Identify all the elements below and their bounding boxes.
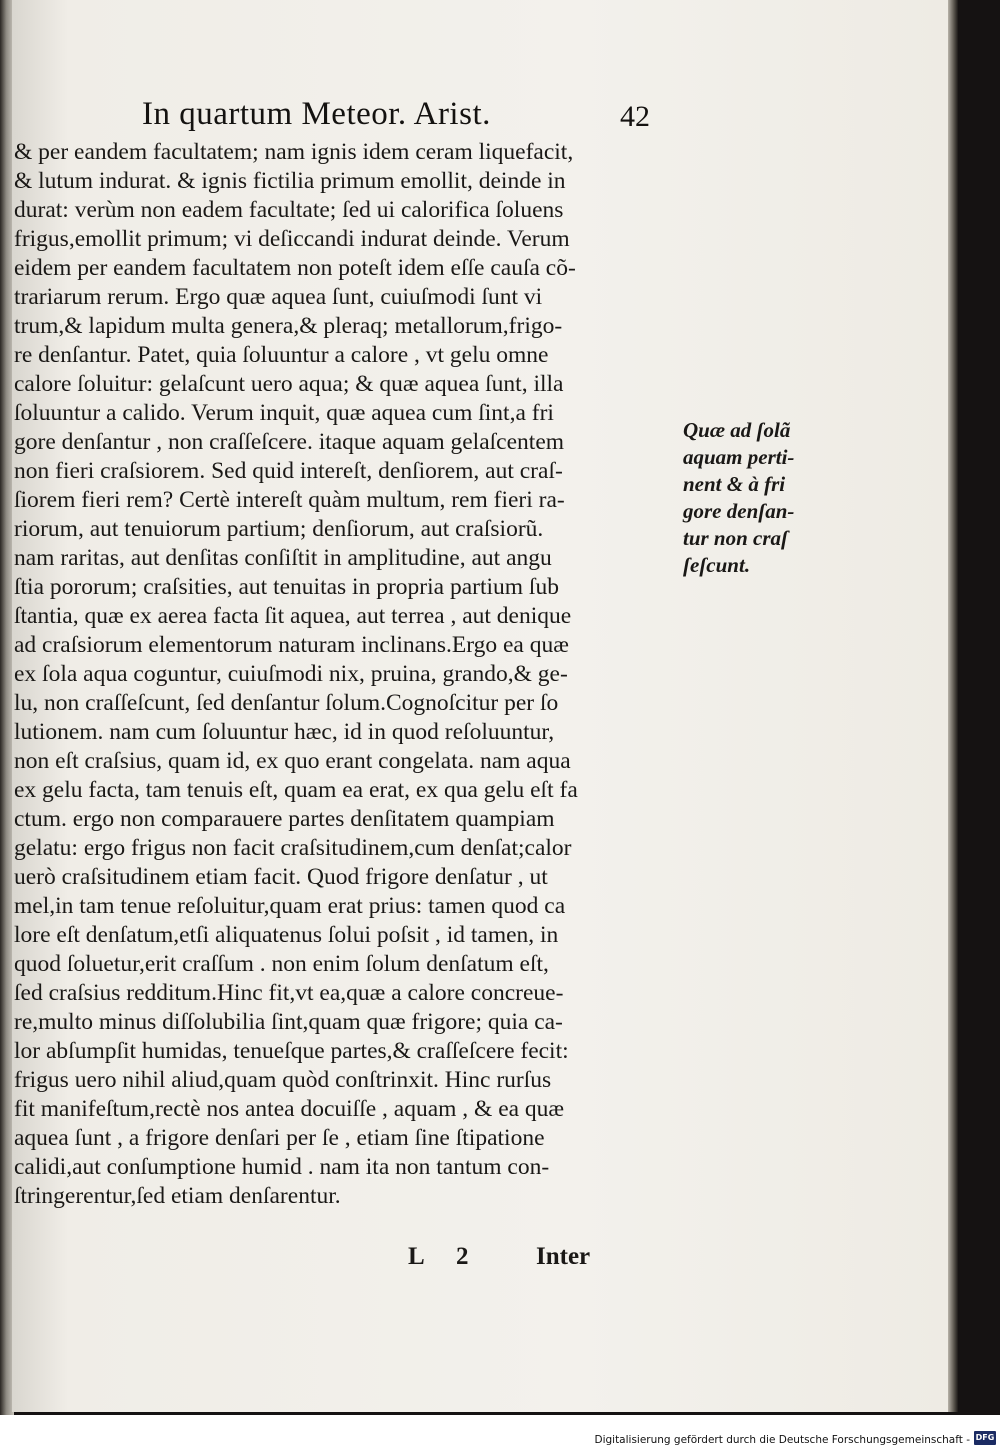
text-line: gore denſantur , non craſſeſcere. itaque aquam gelaſcentem <box>14 429 565 455</box>
text-line: trariarum rerum. Ergo quæ aquea ſunt, cuiuſmodi ſunt vi <box>14 284 543 310</box>
text-line: quod ſoluetur,erit craſſum . non enim ſolum denſatum eſt, <box>14 951 549 977</box>
text-line: ſoluuntur a calido. Verum inquit, quæ aquea cum ſint,a fri <box>14 400 554 426</box>
text-line: ſed craſsius redditum.Hinc fit,vt ea,quæ a calore concreue- <box>14 980 564 1006</box>
margin-note-line: Quæ ad ſolã <box>683 418 791 442</box>
text-line: lutionem. nam cum ſoluuntur hæc, id in quod reſoluuntur, <box>14 719 555 745</box>
text-line: calore ſoluitur: gelaſcunt uero aqua; & quæ aquea ſunt, illa <box>14 371 564 397</box>
running-head: In quartum Meteor. Arist. <box>142 96 491 132</box>
margin-note-line: aquam perti- <box>683 445 795 469</box>
text-line: ex gelu facta, tam tenuis eſt, quam ea erat, ex qua gelu eſt fa <box>14 777 578 803</box>
catchword: Inter <box>536 1243 591 1270</box>
body-text <box>14 138 680 1211</box>
margin-note-line: nent & à fri <box>683 472 786 496</box>
funding-note: Digitalisierung gefördert durch die Deutsche Forschungsgemeinschaft - <box>594 1434 970 1446</box>
page-number: 42 <box>620 100 650 133</box>
text-line: gelatu: ergo frigus non facit craſsitudinem,cum denſat;calor <box>14 835 572 861</box>
text-line: ex ſola aqua coguntur, cuiuſmodi nix, pruina, grando,& ge- <box>14 661 568 687</box>
dfg-logo: DFG <box>974 1431 996 1445</box>
text-line: lore eſt denſatum,etſi aliquatenus ſolui poſsit , id tamen, in <box>14 922 559 948</box>
text-line: ſtringerentur,ſed etiam denſarentur. <box>14 1183 341 1209</box>
text-line: mel,in tam tenue reſoluitur,quam erat prius: tamen quod ca <box>14 893 566 919</box>
text-line: lu, non craſſeſcunt, ſed denſantur ſolum.Cognoſcitur per ſo <box>14 690 559 716</box>
text-line: re,multo minus diſſolubilia ſint,quam quæ frigore; quia ca- <box>14 1009 563 1035</box>
text-line: & per eandem facultatem; nam ignis idem ceram liquefacit, <box>14 139 574 165</box>
margin-note-line: tur non craſ <box>683 526 789 550</box>
text-line: ſtantia, quæ ex aerea facta ſit aquea, aut terrea , aut denique <box>14 603 572 629</box>
text-line: lor abſumpſit humidas, tenueſque partes,& craſſeſcere fecit: <box>14 1038 569 1064</box>
text-line: aquea ſunt , a frigore denſari per ſe , etiam ſine ſtipatione <box>14 1125 545 1151</box>
text-line: trum,& lapidum multa genera,& pleraq; metallorum,frigo- <box>14 313 563 339</box>
text-line: durat: verùm non eadem facultate; ſed ui calorifica ſoluens <box>14 197 564 223</box>
text-line: uerò craſsitudinem etiam facit. Quod frigore denſatur , ut <box>14 864 548 890</box>
text-line: ſtia pororum; craſsities, aut tenuitas in propria partium ſub <box>14 574 559 600</box>
signature-number: 2 <box>456 1243 469 1270</box>
text-line: eidem per eandem facultatem non poteſt idem eſſe cauſa cõ- <box>14 255 576 281</box>
margin-note <box>683 417 833 579</box>
text-line: frigus uero nihil aliud,quam quòd conſtrinxit. Hinc rurſus <box>14 1067 552 1093</box>
text-line: ctum. ergo non comparauere partes denſitatem quampiam <box>14 806 555 832</box>
text-line: non eſt craſsius, quam id, ex quo erant congelata. nam aqua <box>14 748 571 774</box>
text-line: frigus,emollit primum; vi deſiccandi indurat deinde. Verum <box>14 226 570 252</box>
text-line: fit manifeſtum,rectè nos antea docuiſſe , aquam , & ea quæ <box>14 1096 565 1122</box>
text-line: non fieri craſsiorem. Sed quid intereſt, denſiorem, aut craſ- <box>14 458 563 484</box>
text-line: riorum, aut tenuiorum partium; denſiorum, aut craſsiorũ. <box>14 516 544 542</box>
margin-note-line: ſeſcunt. <box>683 553 751 577</box>
text-line: calidi,aut conſumptione humid . nam ita non tantum con- <box>14 1154 550 1180</box>
text-line: nam raritas, aut denſitas conſiſtit in amplitudine, aut angu <box>14 545 552 571</box>
text-line: ſiorem fieri rem? Certè intereſt quàm multum, rem fieri ra- <box>14 487 565 513</box>
margin-note-line: gore denſan- <box>683 499 795 523</box>
text-line: re denſantur. Patet, quia ſoluuntur a calore , vt gelu omne <box>14 342 549 368</box>
text-line: ad craſsiorum elementorum naturam inclinans.Ergo ea quæ <box>14 632 569 658</box>
signature-mark: L <box>408 1243 425 1270</box>
page-edge-shadow <box>948 0 958 1412</box>
text-line: & lutum indurat. & ignis fictilia primum emollit, deinde in <box>14 168 566 194</box>
